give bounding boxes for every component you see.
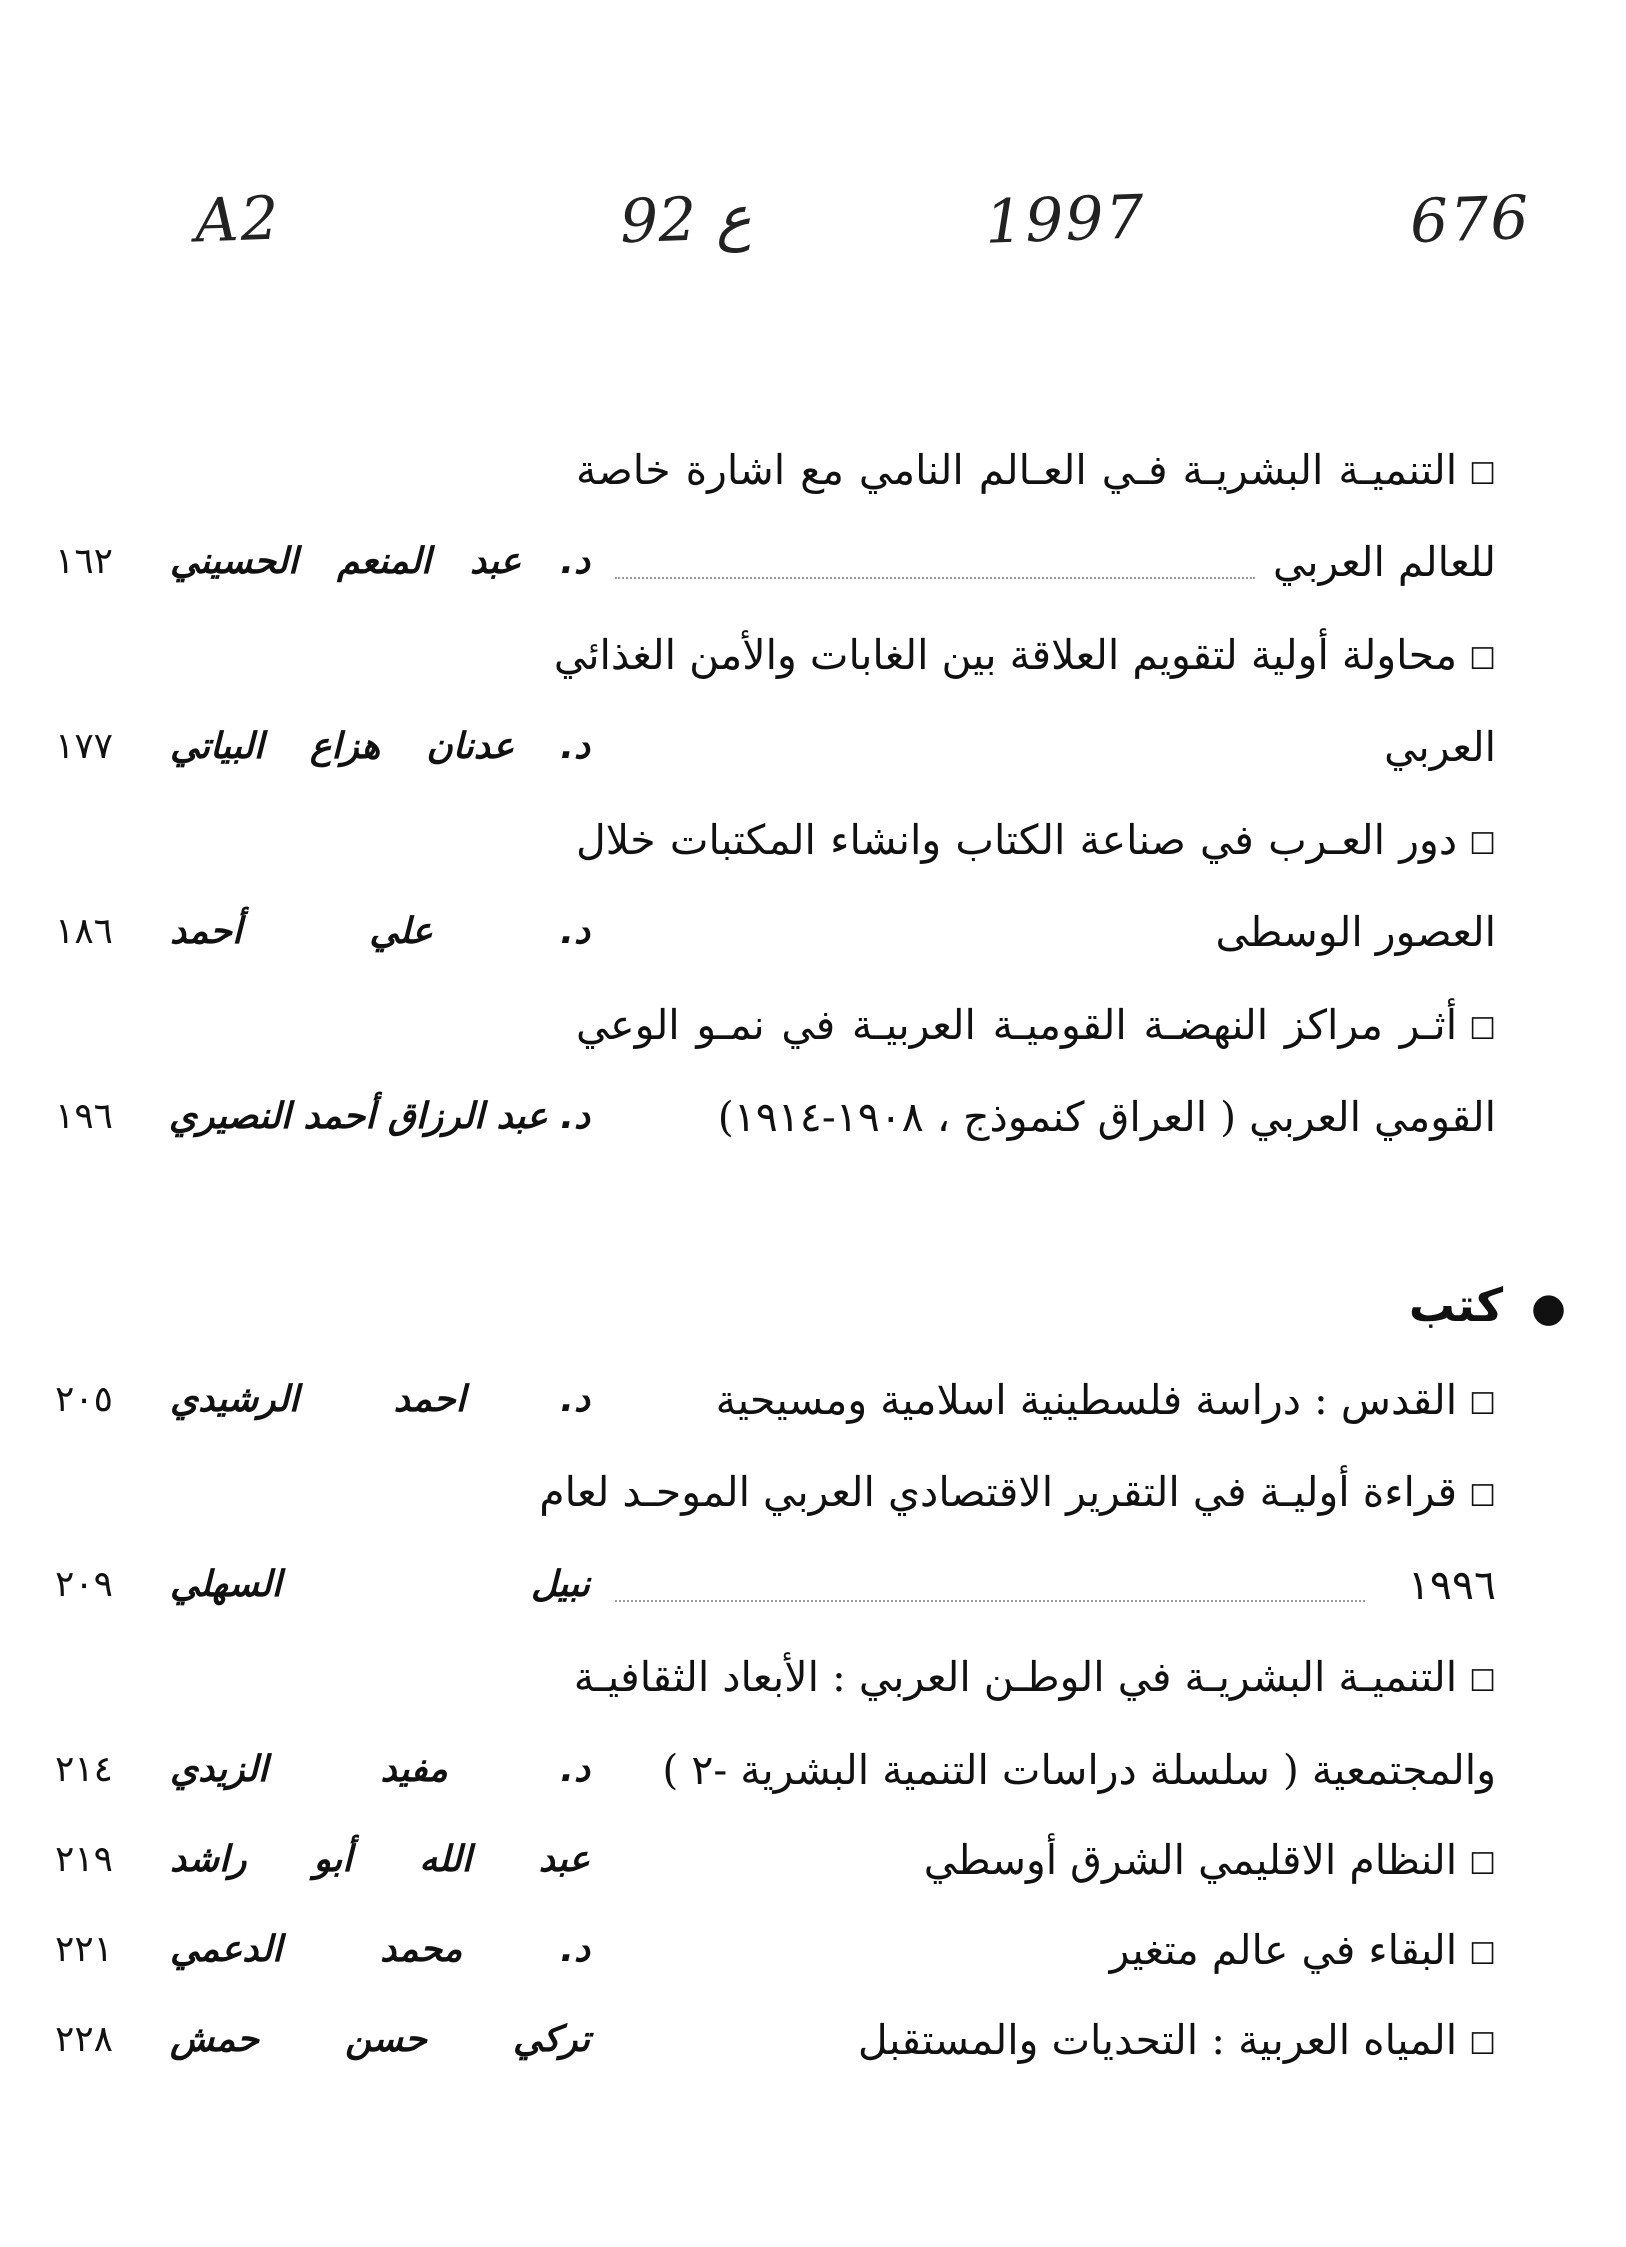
toc-entry-page: ١٦٢ <box>55 541 114 582</box>
toc-entry-title-cont: العربي <box>1384 723 1496 771</box>
toc-entry-author: د. عبد الرزاق أحمد النصيري <box>168 1096 590 1137</box>
toc-entry-author-line <box>0 1365 1626 1435</box>
toc-entry-title-cont: القومي العربي ( العراق كنموذج ، ١٩٠٨-١٩١٤) <box>717 1093 1496 1141</box>
toc-entry-title: ☐دور العـرب في صناعة الكتاب وانشاء المكتبات خلال <box>576 816 1496 864</box>
toc-entry-author-line <box>0 1735 1626 1805</box>
toc-entry-author-line <box>0 897 1626 967</box>
checkbox-bullet-icon: ☐ <box>1469 2027 1496 2062</box>
toc-entry-author-line <box>0 712 1626 782</box>
checkbox-bullet-icon: ☐ <box>1469 1937 1496 1972</box>
toc-entry-title: ☐التنميـة البشريـة في الوطـن العربي : الأبعاد الثقافيـة <box>573 1653 1496 1701</box>
toc-entry-title-line <box>0 805 1626 875</box>
toc-entry-author-line <box>0 1082 1626 1152</box>
toc-entry-author-line <box>0 2005 1626 2075</box>
toc-entry-author: د. علي أحمد <box>170 911 590 952</box>
checkbox-bullet-icon: ☐ <box>1469 642 1496 677</box>
toc-entry-author-line <box>0 527 1626 597</box>
toc-entry-author-line <box>0 1915 1626 1985</box>
toc-entry-title-line <box>0 435 1626 505</box>
handwritten-note-year: 1997 <box>983 182 1147 258</box>
toc-entry-title-line <box>0 990 1626 1060</box>
checkbox-bullet-icon: ☐ <box>1469 1847 1496 1882</box>
toc-entry-author: د. عبد المنعم الحسيني <box>170 541 590 582</box>
handwritten-note-left: A2 <box>193 183 282 257</box>
toc-entry-title: ☐البقاء في عالم متغير <box>1109 1926 1496 1974</box>
toc-entry-title-cont: والمجتمعية ( سلسلة دراسات التنمية البشرية -٢ ) <box>662 1746 1496 1794</box>
toc-entry-title: ☐النظام الاقليمي الشرق أوسطي <box>923 1836 1496 1884</box>
checkbox-bullet-icon: ☐ <box>1469 457 1496 492</box>
filled-circle-bullet-icon: ● <box>1531 1285 1566 1331</box>
toc-entry-page: ٢٢١ <box>55 1929 114 1970</box>
toc-entry-author: د. عدنان هزاع البياتي <box>170 726 590 767</box>
toc-entry-title: ☐القدس : دراسة فلسطينية اسلامية ومسيحية <box>715 1376 1496 1424</box>
toc-entry-title-cont: ١٩٩٦ <box>1407 1561 1496 1609</box>
toc-entry-page: ١٩٦ <box>55 1096 114 1137</box>
toc-entry-author-line <box>0 1550 1626 1620</box>
toc-entry-title-line <box>0 1457 1626 1527</box>
toc-entry-title-cont: للعالم العربي <box>1272 538 1496 586</box>
toc-entry-title: ☐محاولة أولية لتقويم العلاقة بين الغابات والأمن الغذائي <box>553 631 1496 679</box>
checkbox-bullet-icon: ☐ <box>1469 1387 1496 1422</box>
toc-entry-author: تركي حسن حمش <box>170 2019 590 2060</box>
toc-entry-title: ☐المياه العربية : التحديات والمستقبل <box>857 2016 1496 2064</box>
checkbox-bullet-icon: ☐ <box>1469 1664 1496 1699</box>
toc-entry-author: د. مفيد الزيدي <box>170 1749 590 1790</box>
toc-entry-page: ٢١٤ <box>55 1749 114 1790</box>
toc-entry-page: ٢٠٩ <box>55 1564 114 1605</box>
handwritten-note-issue: 92 ع <box>618 182 753 258</box>
handwritten-note-number: 676 <box>1408 182 1532 258</box>
toc-entry-author: د. احمد الرشيدي <box>170 1379 590 1420</box>
section-heading-books: ●كتب <box>1408 1278 1566 1332</box>
dotted-leader <box>615 1600 1365 1602</box>
toc-entry-title-line <box>0 620 1626 690</box>
toc-entry-title-line <box>0 1642 1626 1712</box>
toc-entry-page: ٢١٩ <box>55 1839 114 1880</box>
checkbox-bullet-icon: ☐ <box>1469 1479 1496 1514</box>
toc-entry-page: ٢٠٥ <box>55 1379 114 1420</box>
toc-entry-page: ١٧٧ <box>55 726 114 767</box>
toc-entry-title: ☐التنميـة البشريـة فـي العـالم النامي مع اشارة خاصة <box>576 446 1496 494</box>
toc-entry-title-cont: العصور الوسطى <box>1215 908 1496 956</box>
toc-entry-author: عبد الله أبو راشد <box>170 1839 590 1880</box>
dotted-leader <box>615 577 1255 579</box>
toc-entry-author: د. محمد الدعمي <box>170 1929 590 1970</box>
toc-entry-title: ☐أثـر مراكز النهضـة القوميـة العربيـة في نمـو الوعي <box>576 1001 1496 1049</box>
toc-entry-author: نبيل السهلي <box>170 1564 590 1605</box>
toc-entry-page: ٢٢٨ <box>55 2019 114 2060</box>
checkbox-bullet-icon: ☐ <box>1469 827 1496 862</box>
toc-entry-author-line <box>0 1825 1626 1895</box>
checkbox-bullet-icon: ☐ <box>1469 1012 1496 1047</box>
toc-entry-title: ☐قراءة أوليـة في التقرير الاقتصادي العربي الموحـد لعام <box>539 1468 1496 1516</box>
toc-entry-page: ١٨٦ <box>55 911 114 952</box>
